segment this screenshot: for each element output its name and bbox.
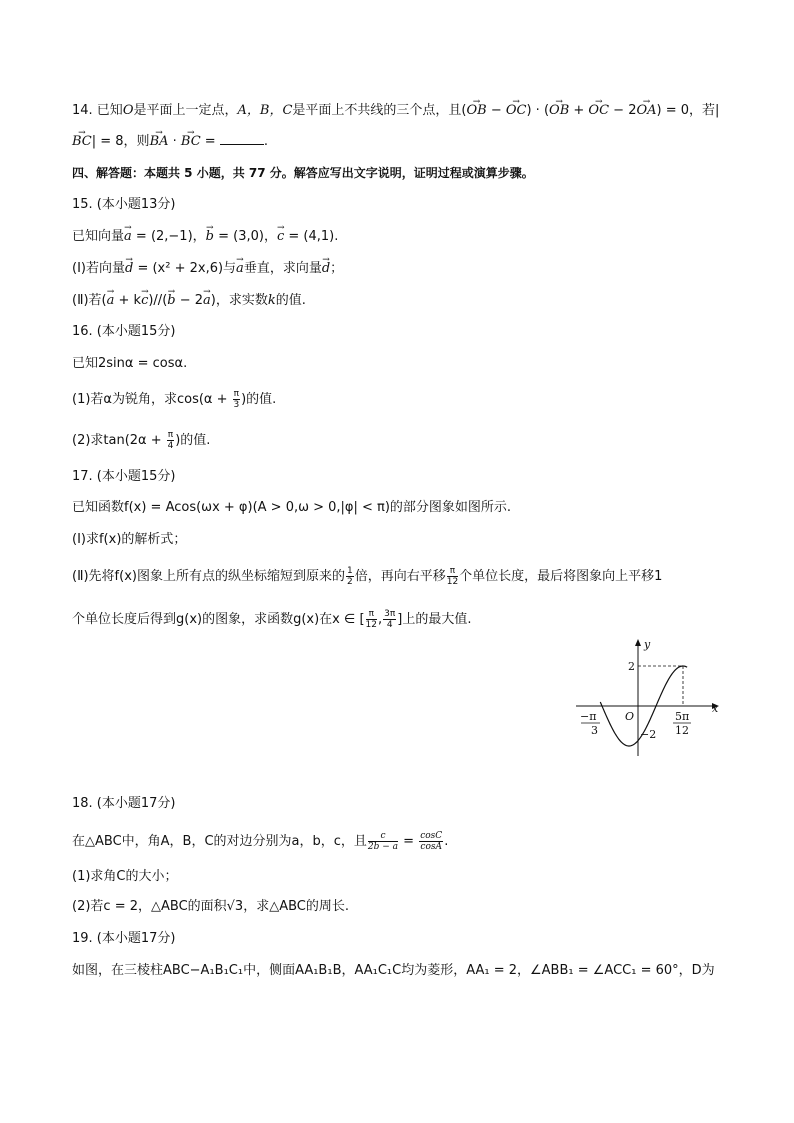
- max-label: 2: [628, 660, 635, 673]
- q15-header: 15. (本小题13分): [72, 197, 176, 212]
- section-heading: 四、解答题：本题共 5 小题，共 77 分。解答应写出文字说明，证明过程或演算步骤。: [72, 166, 534, 180]
- q17-given: 已知函数f(x) = Acos(ωx + φ)(A > 0,ω > 0,|φ| < π)的部分图象如图所示.: [72, 500, 512, 515]
- origin-label: O: [625, 710, 635, 723]
- min-label: −2: [640, 728, 657, 741]
- q17-part1: (Ⅰ)求f(x)的解析式；: [72, 532, 187, 547]
- q18-given: 在△ABC中，角A，B，C的对边分别为a，b，c，且 $\frac{c}{2b - a}$ = $\frac{\cos C}{\cos A}$ .: [72, 831, 449, 852]
- function-graph: [572, 634, 732, 758]
- right-tick-num: 5π: [675, 710, 690, 723]
- vec-OA: → OA: [636, 102, 656, 120]
- q16-header: 16. (本小题15分): [72, 324, 176, 339]
- answer-blank: [220, 132, 264, 145]
- x-axis-label: x: [712, 702, 719, 715]
- q17-header: 17. (本小题15分): [72, 469, 176, 484]
- vec-OC: → OC: [506, 102, 527, 120]
- q18-part1: (1)求角C的大小；: [72, 869, 178, 884]
- y-axis-arrow: [635, 639, 641, 646]
- q17-part2-line2: 个单位长度后得到g(x)的图象，求函数g(x)在x ∈ [ $\frac{\pi}{12}$ , $\frac{3\pi}{4}$ ]上的最大值.: [72, 609, 472, 630]
- q16-given: 已知2sinα = cosα.: [72, 356, 188, 371]
- vec-BC: → BC: [72, 133, 92, 151]
- q18-part2: (2)若c = 2，△ABC的面积√3，求△ABC的周长.: [72, 899, 349, 914]
- right-tick-den: 12: [675, 724, 689, 737]
- left-tick-den: 3: [591, 724, 598, 737]
- y-axis-label: y: [644, 638, 651, 651]
- q15-part1: (Ⅰ)若向量→ d = (x² + 2x,6)与→ a垂直，求向量→ d；: [72, 260, 343, 278]
- q17-part2-line1: (Ⅱ)先将f(x)图象上所有点的纵坐标缩短到原来的 $\frac{1}{2}$ 倍，再向右平移 $\frac{\pi}{12}$ 个单位长度，最后将图象向上平移1: [72, 566, 663, 587]
- q15-part2: (Ⅱ)若(→ a + k→ c)//(→ b − 2→ a)，求实数k的值.: [72, 292, 306, 310]
- vec-BA: → BA: [150, 133, 169, 151]
- q19-text: 如图，在三棱柱ABC−A₁B₁C₁中，侧面AA₁B₁B，AA₁C₁C均为菱形，AA₁ = 2，∠ABB₁ = ∠ACC₁ = 60°，D为: [72, 963, 715, 978]
- left-tick-num: −π: [580, 710, 597, 723]
- q18-header: 18. (本小题17分): [72, 796, 176, 811]
- q16-part2: (2)求tan(2α + $\frac{\pi}{4}$ )的值.: [72, 430, 211, 451]
- q14-line2: → BC| = 8，则→ BA · → BC = .: [72, 132, 268, 151]
- q15-given: 已知向量→ a = (2,−1)，→ b = (3,0)，→ c = (4,1).: [72, 228, 338, 246]
- vec-OB: → OB: [466, 102, 486, 120]
- q19-header: 19. (本小题17分): [72, 931, 176, 946]
- q14-line1: 14. 已知O是平面上一定点，A，B，C是平面上不共线的三个点，且(→ OB − → OC) · (→ OB + → OC − 2→ OA) = 0，若|: [72, 102, 719, 120]
- q16-part1: (1)若α为锐角，求cos(α + $\frac{\pi}{3}$ )的值.: [72, 389, 277, 410]
